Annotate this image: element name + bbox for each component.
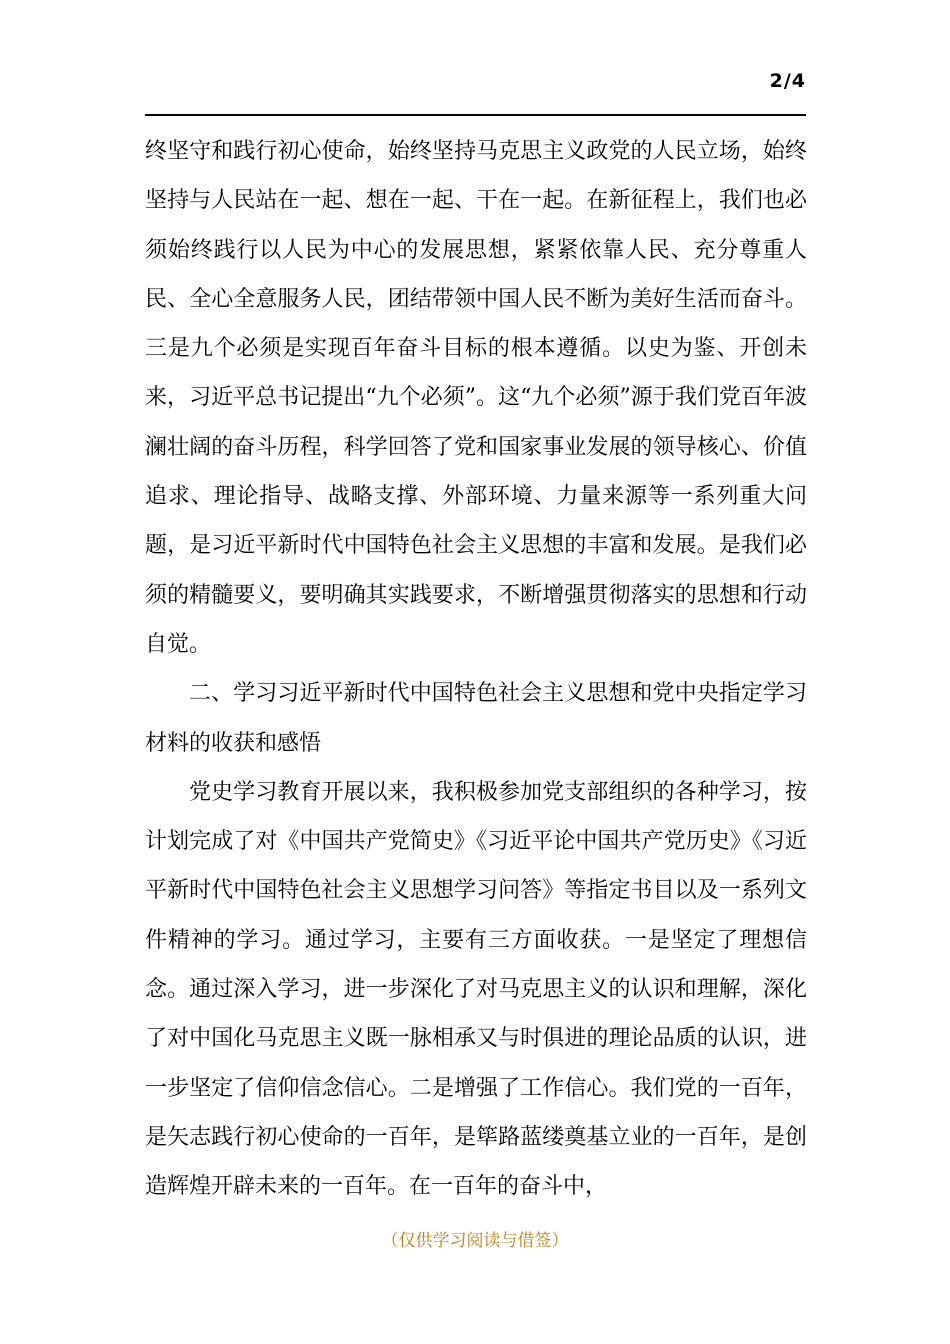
paragraph: 党史学习教育开展以来，我积极参加党支部组织的各种学习，按计划完成了对《中国共产党简史》《习近平论中国共产党历史》《习近平新时代中国特色社会主义思想学习问答》等指定书目以及一系列文件精神的学习。通过学习，主要有三方面收获。一是坚定了理想信念。通过深入学习，进一步深化了对马克思主义的认识和理解，深化了对中国化马克思主义既一脉相承又与时俱进的理论品质的认识，进一步坚定了信仰信念信心。二是增强了工作信心。我们党的一百年，是矢志践行初心使命的一百年，是筚路蓝缕奠基立业的一百年，是创造辉煌开辟未来的一百年。在一百年的奋斗中， — [145, 779, 807, 1200]
paragraph-continued: 终坚守和践行初心使命，始终坚持马克思主义政党的人民立场，始终坚持与人民站在一起、想在一起、干在一起。在新征程上，我们也必须始终践行以人民为中心的发展思想，紧紧依靠人民、充分尊重人民、全心全意服务人民，团结带领中国人民不断为美好生活而奋斗。三是九个必须是实现百年奋斗目标的根本遵循。以史为鉴、开创未来，习近平总书记提出“九个必须”。这“九个必须”源于我们党百年波澜壮阔的奋斗历程，科学回答了党和国家事业发展的领导核心、价值追求、理论指导、战略支撑、外部环境、力量来源等一系列重大问题，是习近平新时代中国特色社会主义思想的丰富和发展。是我们必须的精髓要义，要明确其实践要求，不断增强贯彻落实的思想和行动自觉。 — [145, 139, 807, 657]
page-header — [145, 62, 806, 116]
footer-note: （仅供学习阅读与借签） — [381, 1231, 569, 1251]
section-heading: 二、学习习近平新时代中国特色社会主义思想和党中央指定学习材料的收获和感悟 — [145, 681, 807, 756]
document-body — [145, 127, 807, 1212]
page-number: 2/4 — [769, 70, 806, 92]
